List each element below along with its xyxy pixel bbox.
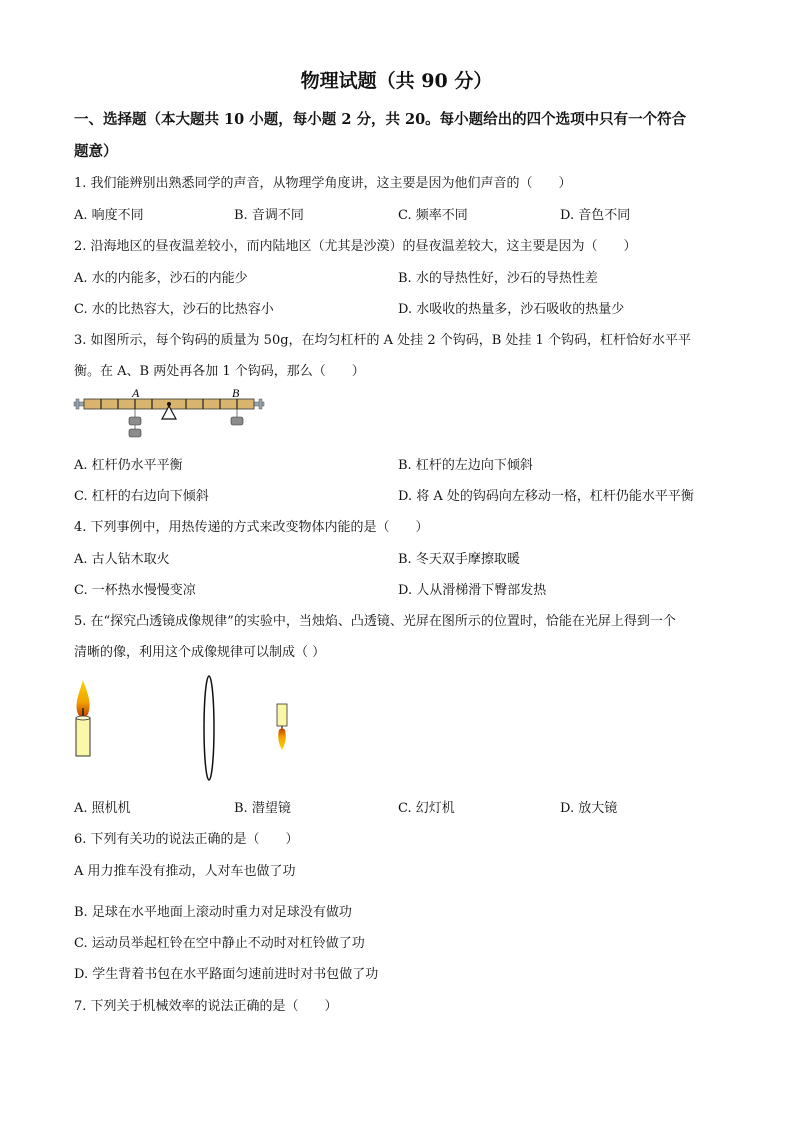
question-3-stem-line1: 3. 如图所示，每个钩码的质量为 50g，在均匀杠杆的 A 处挂 2 个钩码，B 处挂 1 个钩码，杠杆恰好水平平: [74, 333, 691, 348]
question-2-stem: 2. 沿海地区的昼夜温差较小，而内陆地区（尤其是沙漠）的昼夜温差较大，这主要是因为（ ）: [74, 239, 637, 254]
q2-option-c: C. 水的比热容大，沙石的比热容小: [74, 302, 274, 317]
question-3-stem-line2: 衡。在 A、B 两处再各加 1 个钩码，那么（ ）: [74, 364, 365, 379]
question-5-stem-line2: 清晰的像，利用这个成像规律可以制成（ ）: [74, 645, 326, 660]
lens-experiment-figure: [60, 672, 320, 784]
q2-option-b: B. 水的导热性好，沙石的导热性差: [398, 271, 598, 286]
q1-option-d: D. 音色不同: [560, 208, 631, 223]
question-5-stem-line1: 5. 在“探究凸透镜成像规律”的实验中，当烛焰、凸透镜、光屏在图所示的位置时，恰能在光屏上得到一个: [74, 614, 676, 629]
q4-option-b: B. 冬天双手摩擦取暖: [398, 552, 520, 567]
q3-option-d: D. 将 A 处的钩码向左移动一格，杠杆仍能水平平衡: [398, 489, 694, 504]
candle-lens-diagram-icon: [60, 672, 320, 784]
q5-option-a: A. 照机机: [74, 801, 131, 816]
section-heading-line1: 一、选择题（本大题共 10 小题，每小题 2 分，共 20。每小题给出的四个选项中只有一个符合: [74, 111, 687, 128]
q4-option-a: A. 古人钻木取火: [74, 552, 170, 567]
svg-text:B: B: [232, 386, 240, 400]
q1-option-b: B. 音调不同: [234, 208, 304, 223]
page-title: 物理试题（共 90 分）: [300, 70, 493, 92]
q4-option-c: C. 一杯热水慢慢变凉: [74, 583, 196, 598]
q6-option-d: D. 学生背着书包在水平路面匀速前进时对书包做了功: [74, 967, 379, 982]
lever-diagram-icon: [72, 385, 272, 445]
q5-option-c: C. 幻灯机: [398, 801, 455, 816]
q1-option-c: C. 频率不同: [398, 208, 468, 223]
q3-option-c: C. 杠杆的右边向下倾斜: [74, 489, 209, 504]
q2-option-a: A. 水的内能多，沙石的内能少: [74, 271, 248, 286]
q3-option-b: B. 杠杆的左边向下倾斜: [398, 458, 533, 473]
svg-text:A: A: [132, 386, 140, 400]
lever-figure: [72, 385, 272, 445]
q5-option-d: D. 放大镜: [560, 801, 618, 816]
question-1-stem: 1. 我们能辨别出熟悉同学的声音，从物理学角度讲，这主要是因为他们声音的（ ）: [74, 176, 572, 191]
q6-option-a: A 用力推车没有推动，人对车也做了功: [74, 864, 296, 879]
q3-option-a: A. 杠杆仍水平平衡: [74, 458, 183, 473]
section-heading-line2: 题意）: [74, 143, 118, 160]
q5-option-b: B. 潜望镜: [234, 801, 291, 816]
q1-option-a: A. 响度不同: [74, 208, 144, 223]
question-4-stem: 4. 下列事例中，用热传递的方式来改变物体内能的是（ ）: [74, 520, 429, 535]
q2-option-d: D. 水吸收的热量多，沙石吸收的热量少: [398, 302, 625, 317]
q4-option-d: D. 人从滑梯滑下臀部发热: [398, 583, 547, 598]
q6-option-c: C. 运动员举起杠铃在空中静止不动时对杠铃做了功: [74, 936, 365, 951]
question-6-stem: 6. 下列有关功的说法正确的是（ ）: [74, 832, 299, 847]
q6-option-b: B. 足球在水平地面上滚动时重力对足球没有做功: [74, 905, 352, 920]
question-7-stem: 7. 下列关于机械效率的说法正确的是（ ）: [74, 999, 338, 1014]
